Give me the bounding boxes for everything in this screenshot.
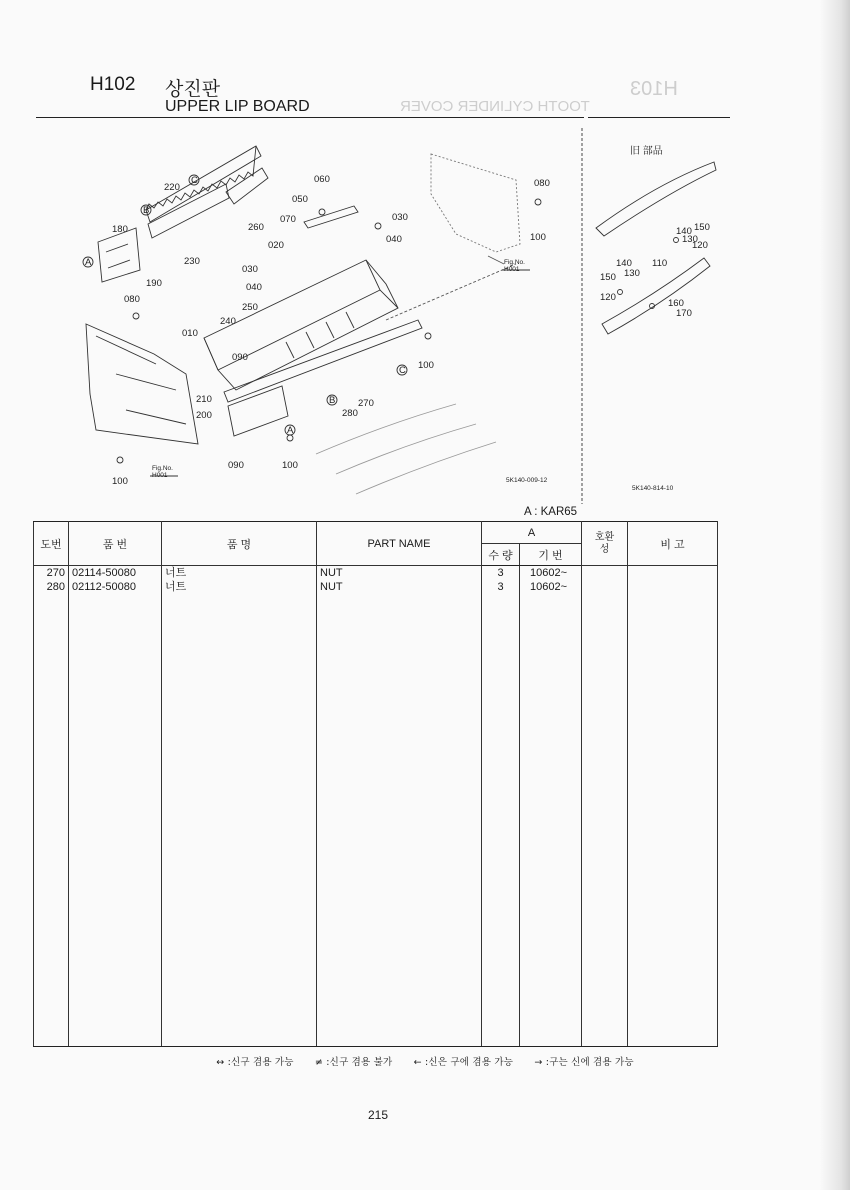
header-model-group: A <box>482 522 582 544</box>
cell-serial: 10602~ <box>520 566 582 581</box>
cell-interchange <box>582 566 628 581</box>
callout: 150 <box>600 272 616 283</box>
bolt-100-frame <box>117 457 123 463</box>
cell-remarks <box>628 566 718 581</box>
page-number: 215 <box>368 1108 389 1122</box>
marker-C: C <box>191 175 198 186</box>
fig-ref-top-no: H001 <box>504 266 520 273</box>
fig-ref-bottom-no: H001 <box>152 472 168 479</box>
fig-ref-top: Fig.No. <box>504 259 525 266</box>
callout: 030 <box>392 212 408 223</box>
interchangeability-legend <box>0 1054 850 1068</box>
cell-part-no: 02112-50080 <box>69 580 162 594</box>
cell-interchange <box>582 580 628 594</box>
header-rule-right <box>588 117 730 118</box>
plate-180 <box>98 228 140 282</box>
parts-table <box>33 521 718 1047</box>
legend-item: ← :신은 구에 겸용 가능 <box>413 1057 514 1068</box>
callout: 020 <box>268 240 284 251</box>
cell-remarks <box>628 580 718 594</box>
marker-C: C <box>399 365 406 376</box>
section-code: H102 <box>90 74 136 95</box>
callout: 200 <box>196 410 212 421</box>
bolt-100 <box>425 333 431 339</box>
callout: 120 <box>600 292 616 303</box>
callout: 050 <box>292 194 308 205</box>
header-interchange: 호환성 <box>582 522 628 566</box>
callout: 170 <box>676 308 692 319</box>
drawing-number-right: 5K140-814-10 <box>632 485 674 492</box>
callouts <box>112 174 710 487</box>
callout: 040 <box>246 282 262 293</box>
header-part-name-kr: 품 명 <box>162 522 317 566</box>
callout: 140 <box>616 258 632 269</box>
model-label: A : KAR65 <box>524 506 578 518</box>
cell-qty: 3 <box>482 580 520 594</box>
callout: 190 <box>146 278 162 289</box>
table-row <box>34 566 718 581</box>
header-ref-no: 도번 <box>34 522 69 566</box>
page-edge-shadow <box>820 0 850 1190</box>
marker-B: B <box>329 395 336 406</box>
callout: 100 <box>282 460 298 471</box>
callout: 160 <box>668 298 684 309</box>
callout: 100 <box>418 360 434 371</box>
section-title-korean: 상진판 <box>165 78 221 100</box>
callout: 150 <box>694 222 710 233</box>
callout: 100 <box>530 232 546 243</box>
header-serial: 기 번 <box>520 544 582 566</box>
callout: 140 <box>676 226 692 237</box>
legend-item: ↔ :신구 겸용 가능 <box>216 1057 294 1068</box>
old-parts-label: 旧 部品 <box>630 146 663 157</box>
cell-name-en: NUT <box>317 580 482 594</box>
header-part-name-en: PART NAME <box>317 522 482 566</box>
callout: 130 <box>682 234 698 245</box>
callout: 070 <box>280 214 296 225</box>
callout: 010 <box>182 328 198 339</box>
cell-name-kr: 너트 <box>162 566 317 581</box>
header-remarks: 비 고 <box>628 522 718 566</box>
bolt-060 <box>319 209 325 215</box>
table-empty-area <box>34 594 718 1047</box>
callout: 110 <box>652 258 668 269</box>
callout: 260 <box>248 222 264 233</box>
exploded-parts-diagram <box>36 124 736 514</box>
callout: 210 <box>196 394 212 405</box>
marker-A: A <box>287 425 294 436</box>
callout: 100 <box>112 476 128 487</box>
drawing-number-left: 5K140-009-12 <box>506 477 548 484</box>
callout: 090 <box>232 352 248 363</box>
callout: 240 <box>220 316 236 327</box>
side-frame-plate <box>431 154 520 252</box>
plate-230 <box>148 184 229 238</box>
callout: 060 <box>314 174 330 185</box>
callout: 080 <box>124 294 140 305</box>
legend-item: → :구는 신에 겸용 가능 <box>534 1057 634 1068</box>
callout: 090 <box>228 460 244 471</box>
bolt-030 <box>375 223 381 229</box>
plate-210 <box>228 386 288 436</box>
marker-A: A <box>85 257 92 268</box>
header-qty: 수 량 <box>482 544 520 566</box>
table-row <box>34 580 718 594</box>
header-part-no: 품 번 <box>69 522 162 566</box>
callout: 030 <box>242 264 258 275</box>
callout: 280 <box>342 408 358 419</box>
header-rule <box>36 117 584 118</box>
fig-ref-bottom: Fig.No. <box>152 465 173 472</box>
callout: 130 <box>624 268 640 279</box>
cell-ref: 270 <box>34 566 69 581</box>
diagram-svg <box>36 124 736 514</box>
cell-serial: 10602~ <box>520 580 582 594</box>
callout: 220 <box>164 182 180 193</box>
bleed-through-text: TOOTH CYLINDER COVER <box>400 98 590 115</box>
cell-name-kr: 너트 <box>162 580 317 594</box>
callout: 040 <box>386 234 402 245</box>
callout: 180 <box>112 224 128 235</box>
section-title-english: UPPER LIP BOARD <box>165 98 310 115</box>
callout: 080 <box>534 178 550 189</box>
cell-part-no: 02114-50080 <box>69 566 162 581</box>
bolt-080-right <box>535 199 541 205</box>
cell-ref: 280 <box>34 580 69 594</box>
callout: 250 <box>242 302 258 313</box>
bleed-through-text: H103 <box>630 78 678 100</box>
callout: 270 <box>358 398 374 409</box>
left-side-frame <box>86 324 198 444</box>
old-part-110 <box>602 258 710 334</box>
legend-item: ≠ :신구 겸용 불가 <box>314 1057 393 1068</box>
bracket-020 <box>304 206 358 228</box>
callout: 120 <box>692 240 708 251</box>
marker-B: B <box>143 205 150 216</box>
bolt-080 <box>133 313 139 319</box>
callout: 230 <box>184 256 200 267</box>
bar-240 <box>224 320 422 402</box>
cell-qty: 3 <box>482 566 520 581</box>
cell-name-en: NUT <box>317 566 482 581</box>
